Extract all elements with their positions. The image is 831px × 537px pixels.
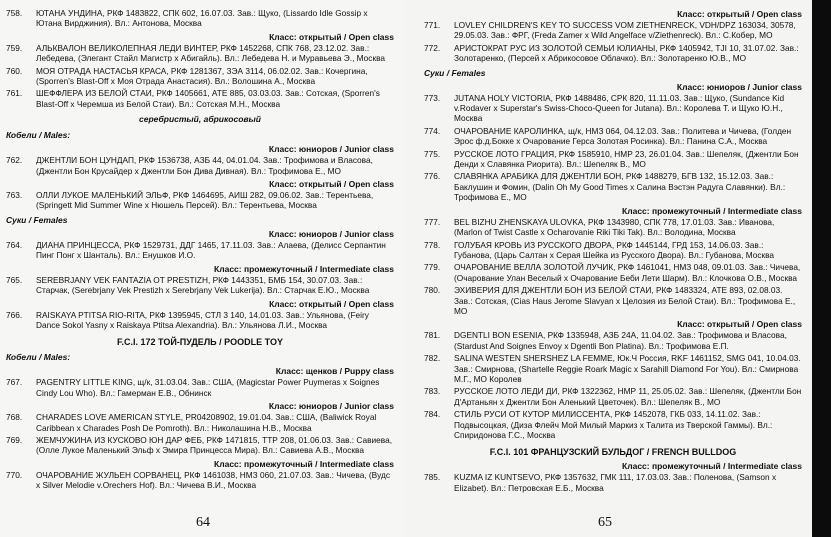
class-heading: Класс: открытый / Open class [269, 31, 394, 42]
class-heading: Класс: юниоров / Junior class [676, 81, 802, 92]
entry-number: 766. [6, 309, 23, 320]
entry-number: 782. [424, 353, 441, 364]
sex-heading: Суки / Females [424, 67, 486, 78]
catalog-entry [6, 66, 394, 87]
catalog-entry [424, 126, 802, 147]
entry-text: ОЧАРОВАНИЕ ЖУЛЬЕН СОРВАНЕЦ, РКФ 1461038, НМЗ 060, 21.07.03. Зав.: Чичева, (Вудс x Silver Melodie v.Orechers Hof). Вл.: Чичева В.И., Москва [36, 469, 390, 491]
entry-text: ОЧАРОВАНИЕ КАРОЛИНКА, щ/к, НМЗ 064, 04.12.03. Зав.: Политева и Чичева, (Голден Эрос ф.д.Бокке x Очарование Герса Золотая Росинка). Вл.: Панина С.А., Москва [454, 125, 792, 147]
entry-number: 785. [424, 472, 441, 483]
entry-number: 763. [6, 190, 23, 201]
page-number: 65 [598, 515, 612, 530]
entry-number: 762. [6, 155, 23, 166]
catalog-entry [6, 43, 394, 64]
entry-text: LOVLEY CHILDREN'S KEY TO SUCCESS VOM ZIETHENRECK, VDH/DPZ 163034, 30578, 29.05.03. Зав.: ФРГ, (Freda Zamer x Wild Angelface v/Ziethenreck). Вл.: С.Кобер, МО [454, 20, 796, 41]
entry-text: ОЧАРОВАНИЕ ВЕЛЛА ЗОЛОТОЙ ЛУЧИК, РКФ 1461041, НМЗ 048, 09.01.03. Зав.: Чичева, (Очарование Улан Веселый x Очарование Беби Лети Шарм). Вл.: Клочкова О.В., Москва [454, 262, 801, 283]
class-heading: Класс: юниоров / Junior class [268, 401, 394, 412]
catalog-entry [424, 472, 802, 493]
entry-text: ГОЛУБАЯ КРОВЬ ИЗ РУССКОГО ДВОРА, РКФ 1445144, ГРД 153, 14.06.03. Зав.: Губанова, (Царь Салтан x Серая Шейка из Русского Двора). Вл.: Губанова, Москва [454, 239, 775, 260]
catalog-entry [6, 190, 394, 211]
entry-text: ЮТАНА УНДИНА, РКФ 1483822, СПК 602, 16.07.03. Зав.: Щуко, (Lissardo Idle Gossip x Ютана Вирджиния). Вл.: Антонова, Москва [36, 8, 368, 29]
entry-number: 771. [424, 20, 441, 30]
entry-number: 772. [424, 42, 441, 53]
catalog-entry [6, 435, 394, 456]
catalog-entry [6, 88, 394, 109]
entry-text: ЖЕМЧУЖИНА ИЗ КУСКОВО ЮН ДАР ФЕБ, РКФ 1471815, ТТР 208, 01.06.03. Зав.: Савиева, (Олле Лукое Маленький Эльф x Эмира Принцесса Мира). Вл.: Савиева А.В., Москва [36, 434, 392, 456]
catalog-entry [424, 330, 802, 351]
catalog-entry [424, 240, 802, 261]
entry-text: CHARADES LOVE AMERICAN STYLE, PR04208902, 19.01.04. Зав.: США, (Baliwick Royal Caribbean x Charades Posh De Pomroth). Вл.: Николашина Н.В., Москва [36, 412, 377, 433]
entry-number: 777. [424, 216, 441, 227]
entry-number: 783. [424, 386, 441, 397]
class-heading: Класс: промежуточный / Intermediate class [214, 263, 394, 274]
catalog-entry [6, 275, 394, 296]
entry-number: 781. [424, 330, 441, 341]
entry-number: 770. [6, 469, 23, 480]
entry-number: 779. [424, 262, 441, 273]
entry-text: KUZMA IZ KUNTSEVO, РКФ 1357632, ГМК 111, 17.03.03. Зав.: Поленова, (Samson x Elizabet). Вл.: Петровская Е.Б., Москва [454, 472, 777, 493]
catalog-entry [424, 171, 802, 202]
entry-number: 775. [424, 148, 441, 159]
catalog-entry [6, 412, 394, 433]
entry-text: BEL BIZHU ZHENSKAYA ULOVKA, РКФ 1343980, СПК 778, 17.01.03. Зав.: Иванова, (Marlon of Twist Castle x Ocharovanie Riki Tiki Tak). Вл.: Володина, Москва [454, 216, 775, 238]
catalog-entry [424, 43, 802, 64]
class-heading: Класс: юниоров / Junior class [268, 228, 394, 239]
class-heading: Класс: щенков / Puppy class [275, 366, 394, 377]
entry-number: 760. [6, 65, 23, 76]
entry-number: 780. [424, 285, 441, 296]
entry-text: JUTANA HOLY VICTORIA, РКФ 1488486, СРК 820, 11.11.03. Зав.: Щуко, (Sundance Kid v.Rodaver x Superstar's Swiss-Choco-Queen for Jutana). Вл.: Королева Т. и Щуко Ю.Н., Москва [454, 92, 785, 124]
breed-heading: F.C.I. 101 ФРАНЦУЗСКИЙ БУЛЬДОГ / FRENCH BULLDOG [489, 447, 737, 458]
right-page-content [424, 6, 802, 495]
class-heading: Класс: промежуточный / Intermediate class [214, 458, 394, 469]
catalog-entry [424, 93, 802, 124]
catalog-entry [424, 20, 802, 41]
catalog-entry [6, 8, 394, 29]
class-heading: Класс: юниоров / Junior class [268, 144, 394, 155]
entry-text: РУССКОЕ ЛОТО ЛЕДИ ДИ, РКФ 1322362, НМР 11, 25.05.02. Зав.: Шепеляк, (Джентли Бон Д'Артаньян x Джентли Бон Аленький Цветочек). Вл.: Шепеляк В., МО [454, 386, 802, 407]
entry-text: МОЯ ОТРАДА НАСТАСЬЯ КРАСА, РКФ 1281367, ЗЭА 3114, 06.02.02. Зав.: Кочергина, (Sporren's Blast-Off x Моя Отрада Анастасия). Вл.: Волошина А., Москва [36, 65, 368, 87]
entry-number: 768. [6, 412, 23, 423]
entry-number: 759. [6, 42, 23, 53]
catalog-entry [6, 310, 394, 331]
left-page-content [6, 8, 394, 493]
class-heading: Класс: открытый / Open class [269, 179, 394, 190]
sex-heading: Кобели / Males: [6, 352, 71, 363]
entry-text: РУССКОЕ ЛОТО ГРАЦИЯ, РКФ 1585910, НМР 23, 26.01.04. Зав.: Шепеляк, (Джентли Бон Денди x Славянка Риорита). Вл.: Шепеляк В., МО [454, 148, 799, 170]
scan-edge [812, 0, 831, 537]
class-heading: Класс: промежуточный / Intermediate class [622, 205, 802, 216]
entry-number: 773. [424, 92, 441, 103]
class-heading: Класс: открытый / Open class [677, 319, 802, 330]
entry-text: ДЖЕНТЛИ БОН ЦУНДАП, РКФ 1536738, АЗБ 44, 04.01.04. Зав.: Трофимова и Власова, (Джентли Бон Крусайдер х Джентли Бон Дива Дивная). Вл.: Трофимова Е., МО [36, 155, 373, 176]
entry-text: ШЕФФЛЕРА ИЗ БЕЛОЙ СТАИ, РКФ 1405661, АТЕ 885, 03.03.03. Зав.: Сотская, (Sporren's Blast-Off х Черемша из Белой Стаи). Вл.: Сотская М.Н., Москва [36, 88, 380, 109]
entry-number: 764. [6, 239, 23, 250]
right-page [404, 0, 812, 537]
catalog-entry [424, 353, 802, 384]
entry-number: 769. [6, 434, 23, 445]
entry-text: PAGENTRY LITTLE KING, щ/к, 31.03.04. Зав.: США, (Magicstar Power Puymeras x Soignes Cindy Lou Who). Вл.: Гамерман Е.В., Обнинск [36, 377, 380, 398]
entry-text: ЭХИВЕРИЯ ДЛЯ ДЖЕНТЛИ БОН ИЗ БЕЛОЙ СТАИ, РКФ 1483324, АТЕ 893, 02.08.03. Зав.: Сотская, (Cias Haus Jerome Slavyan x Целозия из Белой Стаи). Вл.: Трофимова Е., МО [454, 285, 796, 316]
entry-text: АРИСТОКРАТ РУС ИЗ ЗОЛОТОЙ СЕМЬИ ЮЛИАНЫ, РКФ 1405942, TJI 10, 31.07.02. Зав.: Золотаренко, (Персей x Абрикосовое Облачко). Вл.: Золотаренко Ю.В., МО [454, 42, 799, 64]
entry-text: ОЛЛИ ЛУКОЕ МАЛЕНЬКИЙ ЭЛЬФ, РКФ 1464695, АИШ 282, 09.06.02. Зав.: Терентьева, (Springett Mid Summer Wine x Нюшель Персей). Вл.: Терентьева, Москва [36, 190, 374, 211]
catalog-entry [424, 285, 802, 316]
class-heading: Класс: открытый / Open class [269, 298, 394, 309]
entry-text: SALINA WESTEN SHERSHEZ LA FEMME, Юк.Ч Россия, RKF 1461152, SMG 041, 10.04.03. Зав.: Смирнова, (Shartelle Reggie Roark Magic x Sarahill Diamond For You). Вл.: Смирнова М.Г., МО Королев [454, 353, 801, 384]
entry-number: 776. [424, 171, 441, 182]
catalog-entry [424, 409, 802, 440]
entry-number: 774. [424, 125, 441, 136]
entry-text: СТИЛЬ РУСИ ОТ КУТОР МИЛИССЕНТА, РКФ 1452078, ГКБ 033, 14.11.02. Зав.: Подвысоцкая, (Диза Флейч Мой Милый Маркиз x Талита из Тверской Гаммы). Вл.: Спиридонова Г.С., Москва [454, 409, 773, 440]
left-page [0, 0, 404, 537]
catalog-entry [424, 149, 802, 170]
entry-number: 767. [6, 377, 23, 388]
catalog-entry [6, 377, 394, 398]
class-heading: Класс: открытый / Open class [677, 9, 802, 19]
entry-text: СЛАВЯНКА АРАБИКА ДЛЯ ДЖЕНТЛИ БОН, РКФ 1488279, БГВ 132, 15.12.03. Зав.: Баклушин и Фомин, (Dalin Oh My Good Times x Салина Вэстэн Радуга Славянки). Вл.: Трофимова Е., МО [454, 171, 786, 203]
catalog-entry [6, 470, 394, 491]
sex-heading: Суки / Females [6, 214, 68, 225]
catalog-entry [424, 386, 802, 407]
entry-text: ДИАНА ПРИНЦЕССА, РКФ 1529731, ДДГ 1465, 17.11.03. Зав.: Алаева, (Делисс Серпантин Пинг Понг х Шанталь). Вл.: Енушков И.О. [36, 239, 386, 261]
entry-number: 784. [424, 409, 441, 420]
catalog-entry [424, 217, 802, 238]
catalog-entry [6, 240, 394, 261]
class-heading: Класс: промежуточный / Intermediate class [622, 461, 802, 472]
entry-text: RAISKAYA PTITSA RIO-RITA, РКФ 1395945, СТЛ 3 140, 14.01.03. Зав.: Ульянова, (Feiry Dance Sokol Yasny x Raiskaya Ptitsa Alexandria). Вл.: Ульянова Л.И., Москва [36, 309, 369, 330]
catalog-entry [424, 262, 802, 283]
color-heading: серебристый, абрикосовый [139, 114, 261, 125]
entry-number: 761. [6, 88, 23, 99]
entry-text: АЛЬКВАЛОН ВЕЛИКОЛЕПНАЯ ЛЕДИ ВИНТЕР, РКФ 1452268, СПК 768, 23.12.02. Зав.: Лебедева, (Элегант Стайл Магистр х Абигайль). Вл.: Лебедева Н. и Муравьева Э., Москва [36, 42, 385, 64]
catalog-entry [6, 155, 394, 176]
breed-heading: F.C.I. 172 ТОЙ-ПУДЕЛЬ / POODLE TOY [117, 337, 283, 348]
entry-number: 765. [6, 274, 23, 285]
entry-text: SEREBRJANY VEK FANTAZIA OT PRESTIZH, РКФ 1443351, БМБ 154, 30.07.03. Зав.: Старчак, (Serebrjany Vek Prestizh x Serebrjany Vek Lukerija). Вл.: Старчак Е.Ю., Москва [36, 274, 370, 296]
entry-number: 758. [6, 8, 23, 18]
entry-number: 778. [424, 239, 441, 250]
sex-heading: Кобели / Males: [6, 130, 71, 141]
page-number: 64 [196, 515, 210, 530]
entry-text: DGENTLI BON ESENIA, РКФ 1335948, АЗБ 24А, 11.04.02. Зав.: Трофимова и Власова, (Stardust And Soignes Envoy x Dgentli Bon Platina). Вл.: Трофимова Е.П. [454, 330, 787, 351]
